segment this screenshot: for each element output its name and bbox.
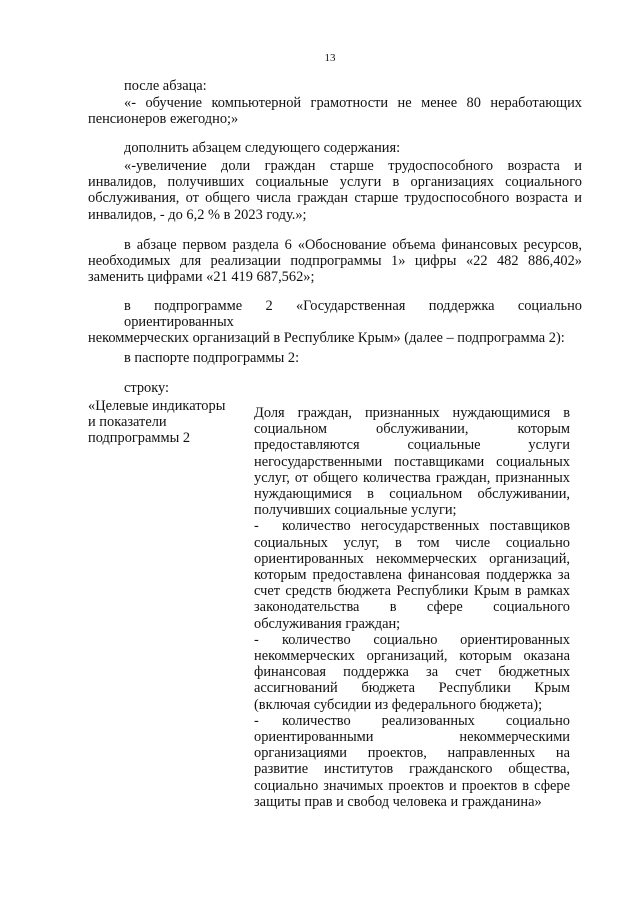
text-line: заменить цифрами «21 419 687,562»;	[88, 269, 315, 286]
text-line: предоставляются социальные услуги	[254, 437, 570, 454]
paragraph-subprogram-2	[88, 298, 582, 347]
text-line: дополнить абзацем следующего содержания:	[124, 140, 401, 156]
paragraph-section-6	[88, 237, 582, 286]
indicator-item	[254, 405, 570, 518]
text-line: «- обучение компьютерной грамотности не менее 80 неработающих	[124, 95, 582, 111]
paragraph-passport	[88, 350, 582, 366]
text-line: социальных услуг, в том числе социально	[254, 534, 570, 551]
text-line: количество реализованных социально	[282, 712, 570, 729]
text-line: финансовая поддержка за счет бюджетных	[254, 664, 570, 681]
text-line: в абзаце первом раздела 6 «Обоснование объема финансовых ресурсов,	[124, 237, 582, 253]
indicator-item	[254, 518, 570, 631]
paragraph-quote-share-of-citizens	[88, 158, 582, 223]
text-line: получивших социальные услуги;	[254, 502, 457, 519]
text-line: подпрограммы 2	[88, 430, 191, 447]
text-line: социально значимых проектов и проектов в сфере	[254, 777, 570, 794]
text-line: (включая субсидии из федерального бюджета);	[254, 696, 543, 713]
text-line: и показатели	[88, 414, 167, 431]
paragraph-after-abzats	[88, 78, 582, 94]
text-line: количество негосударственных поставщиков	[282, 518, 570, 535]
text-line: после абзаца:	[124, 78, 207, 94]
text-line: необходимых для реализации подпрограммы 1» цифры «22 482 886,402»	[88, 253, 582, 270]
paragraph-add-abzats	[88, 140, 582, 156]
list-dash: -	[254, 631, 259, 648]
text-line: ориентированных некоммерческих организаций,	[254, 550, 570, 567]
text-line: в паспорте подпрограммы 2:	[124, 350, 300, 366]
text-line: нуждающимися в социальном обслуживании,	[254, 486, 570, 503]
table-left-cell	[88, 398, 238, 447]
text-line: некоммерческих организаций, которым оказана	[254, 648, 570, 665]
text-line: услуг, от общего количества граждан, признанных	[254, 469, 570, 486]
text-line: развитие институтов гражданского общества,	[254, 761, 570, 778]
text-line: социальном обслуживании, которым	[254, 421, 570, 438]
text-line: «-увеличение доли граждан старше трудоспособного возраста и	[124, 158, 582, 174]
text-line: некоммерческих организаций в Республике Крым» (далее – подпрограмма 2):	[88, 330, 565, 347]
text-line: строку:	[124, 380, 170, 396]
text-line: в подпрограмме 2 «Государственная поддержка социально ориентированных	[124, 298, 582, 331]
paragraph-row	[88, 380, 582, 396]
text-line: обслуживания, от общего числа граждан старше трудоспособного возраста и	[88, 190, 582, 207]
paragraph-quote-computer-literacy	[88, 95, 582, 127]
text-line: инвалидов, получивших социальные услуги в организациях социального	[88, 174, 582, 191]
text-line: обслуживания граждан;	[254, 615, 401, 632]
text-line: которым предоставлена финансовая поддержка за	[254, 567, 570, 584]
text-line: защиты прав и свобод человека и гражданина»	[254, 793, 542, 810]
indicator-item	[254, 713, 570, 810]
list-dash: -	[254, 518, 259, 535]
text-line: ориентированными некоммерческими	[254, 729, 570, 746]
text-line: негосударственными поставщиками социальных	[254, 453, 570, 470]
text-line: Доля граждан, признанных нуждающимися в	[254, 405, 570, 421]
text-line: организациями проектов, направленных на	[254, 745, 570, 762]
text-line: законодательства в сфере социального	[254, 599, 570, 616]
table-right-cell	[254, 405, 570, 810]
indicator-item	[254, 632, 570, 713]
page-number: 13	[324, 52, 336, 64]
text-line: счет средств бюджета Республики Крым в рамках	[254, 583, 570, 600]
text-line: инвалидов, - до 6,2 % в 2023 году.»;	[88, 206, 307, 223]
text-line: ассигнований бюджета Республики Крым	[254, 680, 570, 697]
list-dash: -	[254, 712, 259, 729]
text-line: «Целевые индикаторы	[88, 398, 226, 414]
text-line: количество социально ориентированных	[282, 631, 570, 648]
text-line: пенсионеров ежегодно;»	[88, 111, 239, 128]
